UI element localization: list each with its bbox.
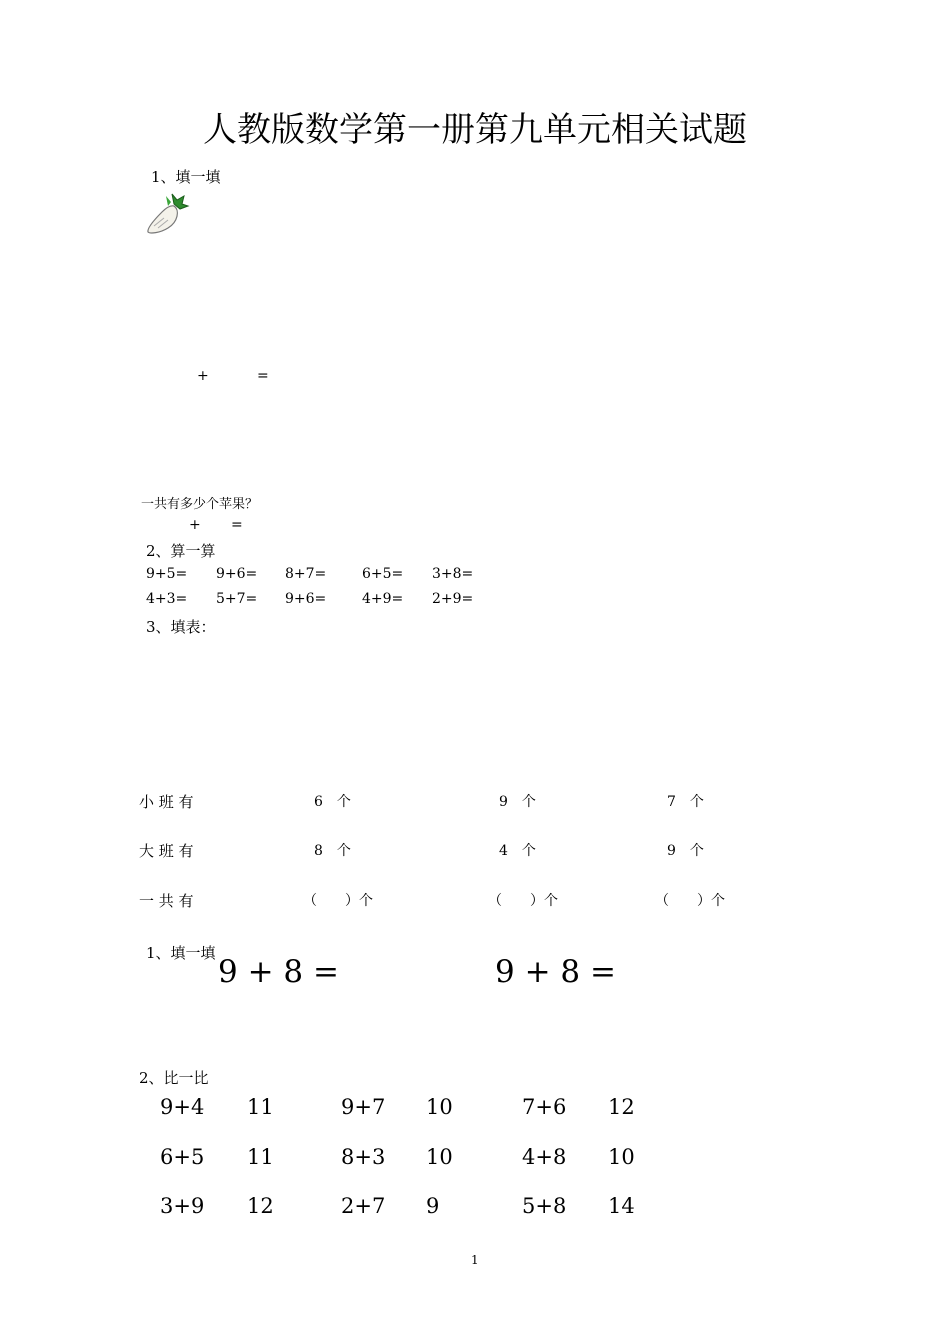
- compare-cell: 14: [608, 1194, 635, 1218]
- compare-cell: 10: [426, 1145, 453, 1169]
- compare-cell: 9: [426, 1194, 440, 1218]
- compare-cell: 4+8: [522, 1145, 567, 1169]
- compare-cell: 12: [247, 1194, 274, 1218]
- compare-cell: 10: [426, 1095, 453, 1119]
- compare-cell: 9+4: [160, 1095, 205, 1119]
- compare-cell: 2+7: [341, 1194, 386, 1218]
- big-equation: 9 + 8 =: [495, 954, 616, 990]
- table-cell: （ ）个: [303, 893, 373, 909]
- equation-equals: =: [257, 368, 269, 384]
- section2-heading: 2、算一算: [146, 542, 216, 560]
- apple-plus: +: [189, 517, 201, 533]
- section1-heading: 1、填一填: [151, 168, 221, 186]
- table-cell: 8 个: [314, 843, 351, 859]
- calc-cell: 8+7=: [285, 566, 327, 582]
- section4-heading: 1、填一填: [146, 944, 216, 962]
- apple-question: 一共有多少个苹果？: [141, 497, 259, 512]
- table-cell: 9 个: [667, 843, 704, 859]
- compare-cell: 6+5: [160, 1145, 205, 1169]
- section5-heading: 2、比一比: [139, 1069, 209, 1087]
- calc-cell: 9+6=: [216, 566, 258, 582]
- table-cell: 9 个: [499, 794, 536, 810]
- compare-cell: 10: [608, 1145, 635, 1169]
- page-title: 人教版数学第一册第九单元相关试题: [203, 110, 747, 150]
- big-equation: 9 + 8 =: [218, 954, 339, 990]
- calc-cell: 4+3=: [146, 591, 188, 607]
- compare-cell: 5+8: [522, 1194, 567, 1218]
- table-cell: 4 个: [499, 843, 536, 859]
- calc-cell: 9+6=: [285, 591, 327, 607]
- calc-cell: 3+8=: [432, 566, 474, 582]
- page-number: 1: [471, 1253, 479, 1267]
- compare-cell: 11: [247, 1145, 274, 1169]
- apple-equals: =: [231, 517, 243, 533]
- calc-cell: 9+5=: [146, 566, 188, 582]
- section3-heading: 3、填表：: [146, 618, 216, 636]
- radish-icon: [144, 190, 190, 236]
- table-cell: 7 个: [667, 794, 704, 810]
- compare-cell: 9+7: [341, 1095, 386, 1119]
- table-cell: 6 个: [314, 794, 351, 810]
- calc-cell: 2+9=: [432, 591, 474, 607]
- table-row-label: 小 班 有: [139, 793, 194, 811]
- compare-cell: 8+3: [341, 1145, 386, 1169]
- calc-cell: 6+5=: [362, 566, 404, 582]
- table-row-label: 大 班 有: [139, 842, 194, 860]
- compare-cell: 7+6: [522, 1095, 567, 1119]
- calc-cell: 4+9=: [362, 591, 404, 607]
- table-cell: （ ）个: [488, 893, 558, 909]
- calc-cell: 5+7=: [216, 591, 258, 607]
- compare-cell: 11: [247, 1095, 274, 1119]
- compare-cell: 3+9: [160, 1194, 205, 1218]
- equation-plus: +: [197, 368, 209, 384]
- table-row-label: 一 共 有: [139, 892, 194, 910]
- table-cell: （ ）个: [655, 893, 725, 909]
- compare-cell: 12: [608, 1095, 635, 1119]
